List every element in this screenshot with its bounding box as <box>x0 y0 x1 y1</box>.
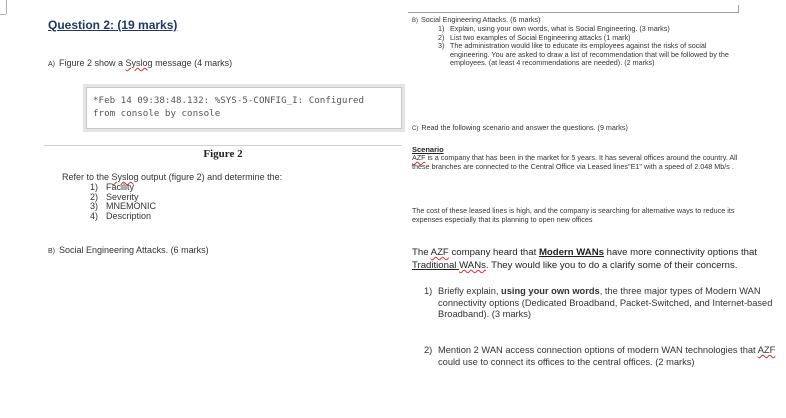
list-text <box>438 286 780 321</box>
item-b-text: Social Engineering Attacks. (6 marks) <box>59 245 209 255</box>
company-name: AZF <box>757 345 776 355</box>
list-text <box>438 345 780 368</box>
list-number: 2) <box>424 345 433 355</box>
q1-text: Briefly explain, <box>438 286 502 296</box>
refer-before: Refer to the <box>62 172 112 182</box>
company-name: AZF <box>430 247 449 258</box>
social-engineering-questions <box>438 25 738 68</box>
syslog-line-1: *Feb 14 09:38:48.132: %SYS-5-CONFIG_I: Configured <box>93 95 365 106</box>
list-text: MNEMONIC <box>106 201 156 211</box>
list-text: Facility <box>106 182 135 192</box>
refer-after: output (figure 2) and determine the: <box>138 172 283 182</box>
q2-text: Mention 2 WAN access connection options of modern WAN technologies that <box>438 345 758 355</box>
item-a <box>48 58 232 68</box>
list-number: 1) <box>438 24 445 33</box>
q1-emphasis: using your own words <box>501 286 600 296</box>
item-a-text-before: Figure 2 show a <box>59 58 126 68</box>
q2-text: could use to connect its offices to the central offices. (2 marks) <box>438 356 695 367</box>
scenario-heading: Scenario <box>412 145 444 154</box>
determine-list <box>90 183 156 221</box>
item-a-text-after: message (4 marks) <box>152 58 233 68</box>
item-b-label: B) <box>48 248 55 255</box>
main-text: have more connectivity options that <box>603 247 758 258</box>
syslog-line-2: from console by console <box>93 108 221 119</box>
main-text: company heard that <box>448 247 539 258</box>
syslog-figure <box>86 87 402 129</box>
list-number: 3) <box>90 201 99 211</box>
list-number: 4) <box>90 210 99 221</box>
refer-text <box>62 172 282 182</box>
scenario-paragraph-2: The cost of these leased lines is high, and the company is searching for alternative ways to reduce its expenses especially that its planning to open new offices <box>412 206 735 224</box>
figure-divider <box>44 145 402 146</box>
page-top-rule <box>408 12 738 13</box>
item-b-text: Social Engineering Attacks. (6 marks) <box>421 15 541 24</box>
scenario-question-2 <box>424 345 780 368</box>
scenario-question-1 <box>424 286 780 321</box>
item-a-label: A) <box>48 61 55 68</box>
item-b-label: B) <box>412 18 418 24</box>
list-text: List two examples of Social Engineering attacks (1 mark) <box>450 32 631 42</box>
question-title: Question 2: (19 marks) <box>48 18 178 32</box>
main-text: . They would like you to do a clarify some of their concerns. <box>485 260 738 271</box>
q1-text: , the three major types of Modern WAN connectivity options (Dedicated Broadband, Packet-Switched, and Internet-based Broadband). (3 marks) <box>438 286 773 319</box>
figure-caption: Figure 2 <box>203 148 243 160</box>
page-corner-mark <box>0 14 6 15</box>
item-c <box>412 124 628 134</box>
list-text: Explain, using your own words, what is Social Engineering. (3 marks) <box>450 24 670 33</box>
list-text: Description <box>106 210 152 221</box>
item-c-text: Read the following scenario and answer the questions. (9 marks) <box>421 123 628 132</box>
list-number: 2) <box>90 191 99 202</box>
list-item <box>90 212 156 222</box>
list-number: 2) <box>438 32 445 42</box>
modern-wans-term: Modern WANs <box>538 247 604 258</box>
scenario-p1-text: is a company that has been in the market for 5 years. It has several offices around the country. All these branches are connected to the Central Office via Leased lines"E1" with a speed of 2.048 Mb/s . <box>412 153 738 171</box>
item-b-left <box>48 245 209 255</box>
list-text: The administration would like to educate its employees against the risks of social engineering. You are asked to draw a list of recommendation that will be followed by the employees. (at least 4 recommendations are needed). (2 marks) <box>450 41 729 68</box>
company-name: AZF <box>412 153 426 162</box>
syslog-message <box>93 94 393 120</box>
main-text: The <box>412 247 431 258</box>
syslog-word: Syslog <box>125 58 153 68</box>
scenario-paragraph-1 <box>412 154 742 172</box>
list-text: Severity <box>106 191 139 202</box>
list-number: 1) <box>90 182 99 192</box>
list-number: 1) <box>424 286 433 296</box>
page-corner-mark <box>6 0 7 14</box>
main-paragraph <box>412 246 782 272</box>
main-text: Traditional <box>412 260 460 271</box>
item-c-label: C) <box>412 126 419 132</box>
list-number: 3) <box>438 41 445 51</box>
syslog-word: Syslog <box>111 172 139 182</box>
list-item <box>438 42 738 68</box>
page-top-rule-tick <box>738 5 739 13</box>
wans-term: WANs <box>459 260 486 271</box>
